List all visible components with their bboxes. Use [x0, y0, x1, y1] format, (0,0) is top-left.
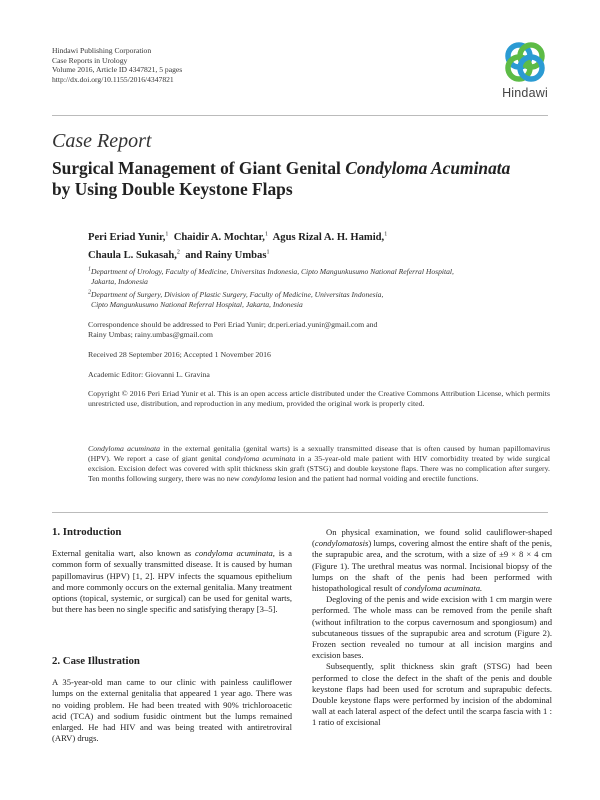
section-heading: 2. Case Illustration	[52, 655, 140, 667]
flap-paragraph: Subsequently, split thickness skin graft (STSG) had been performed to close the defect in the shaft of the penis and double keystone flaps had been used for scrotum and suprapubic defects. Double keystone flaps were performed by incision of the abdominal wall at each lateral aspect of the defect until the scarpa fascia with 1 : 1 ratio of excisional	[312, 661, 552, 728]
hindawi-logo	[496, 40, 554, 100]
author-list	[88, 229, 528, 265]
introduction-section	[52, 527, 292, 615]
article-type: Case Report	[52, 130, 152, 152]
abstract: Condyloma acuminata in the external genitalia (genital warts) is a sexually transmitted disease that is often caused by human papillomavirus (HPV). We report a case of giant genital condyloma acuminata in a 35-year-old male patient with HIV comorbidity treated by wide surgical excision. Excision defect was covered with split thickness skin graft (STSG) and double keystone flaps. There was no complication after surgery. Ten months following surgery, there was no new condyloma lesion and the patient had normal voiding and erectile functions.	[88, 444, 550, 483]
logo-wordmark: Hindawi	[502, 86, 548, 100]
received-dates: Received 28 September 2016; Accepted 1 November 2016	[88, 350, 271, 359]
correspondence: Correspondence should be addressed to Peri Eriad Yunir; dr.peri.eriad.yunir@gmail.com and Rainy Umbas; rainy.umbas@gmail.com	[88, 320, 378, 339]
publisher-line: Hindawi Publishing Corporation	[52, 46, 152, 55]
copyright-notice: Copyright © 2016 Peri Eriad Yunir et al. This is an open access article distributed under the Creative Commons Attribution License, which permits unrestricted use, distribution, and reproduction in any medium, provided the original work is properly cited.	[88, 389, 550, 408]
header-divider	[52, 115, 548, 116]
journal-header	[52, 46, 182, 84]
case-paragraph: A 35-year-old man came to our clinic with painless cauliflower lumps on the external genitalia that appeared 1 year ago. There was no voiding problem. He had been treated with 90% trichloroacetic acid (TCA) and sodium fusidic ointment but the lumps remained enlarged. He had HIV and was being treated with antiretroviral (ARV) drugs.	[52, 677, 292, 744]
hindawi-logo-icon	[502, 40, 548, 84]
surgery-paragraph: Degloving of the penis and wide excision with 1 cm margin were performed. The whole mass can be removed from the penile shaft (without infiltration to the corpus cavernosum and spongiosum) and subcutaneous tissues of the suprapubic area and scrotum (Figure 2). Frozen section revealed no tumour at all incision margins and excision bases.	[312, 594, 552, 661]
title-italic: Condyloma Acuminata	[345, 158, 511, 178]
intro-paragraph: External genitalia wart, also known as condyloma acuminata, is a common form of sexually transmitted disease. It is caused by human papillomavirus (HPV) [1, 2]. HPV infects the squamous epithelium and more commonly occurs on the external genitalia. Many treatment options (topical, systemic, or surgical) can be used for genital warts, but there has been no single specific and satisfying therapy [3–5].	[52, 548, 292, 615]
author[interactable]: Chaidir A. Mochtar,$^1$	[173, 231, 268, 243]
title-part-1: Surgical Management of Giant Genital	[52, 158, 346, 178]
author[interactable]: Agus Rizal A. H. Hamid,$^1$	[272, 231, 388, 243]
affiliation-2: $^2$Department of Surgery, Division of Plastic Surgery, Faculty of Medicine, Universitas Indonesia, Cipto Mangunkusumo National Referral Hospital, Jakarta, Indonesia	[88, 289, 384, 309]
title-part-2: by Using Double Keystone Flaps	[52, 179, 293, 199]
right-column	[312, 527, 552, 729]
doi-link[interactable]: http://dx.doi.org/10.1155/2016/4347821	[52, 74, 174, 84]
author[interactable]: and Rainy Umbas$^1$	[185, 249, 270, 261]
abstract-divider	[52, 512, 548, 513]
case-section	[52, 656, 292, 744]
affiliation-1: $^1$Department of Urology, Faculty of Medicine, Universitas Indonesia, Cipto Mangunkusumo National Referral Hospital, Jakarta, Indonesia	[88, 266, 454, 286]
journal-name: Case Reports in Urology	[52, 55, 128, 65]
exam-paragraph: On physical examination, we found solid cauliflower-shaped (condylomatosis) lumps, covering almost the entire shaft of the penis, the suprapubic area, and the scrotum, with a size of ±9 × 8 × 4 cm (Figure 1). The urethral meatus was normal. Incisional biopsy of the lumps on the shaft of the penis had been performed with histopathological result of condyloma acuminata.	[312, 527, 552, 594]
section-heading: 1. Introduction	[52, 526, 122, 538]
author[interactable]: Chaula L. Sukasah,$^2$	[88, 249, 180, 261]
author[interactable]: Peri Eriad Yunir,$^1$	[88, 231, 169, 243]
article-title	[52, 158, 552, 200]
volume-line: Volume 2016, Article ID 4347821, 5 pages	[52, 65, 183, 75]
academic-editor: Academic Editor: Giovanni L. Gravina	[88, 370, 210, 379]
